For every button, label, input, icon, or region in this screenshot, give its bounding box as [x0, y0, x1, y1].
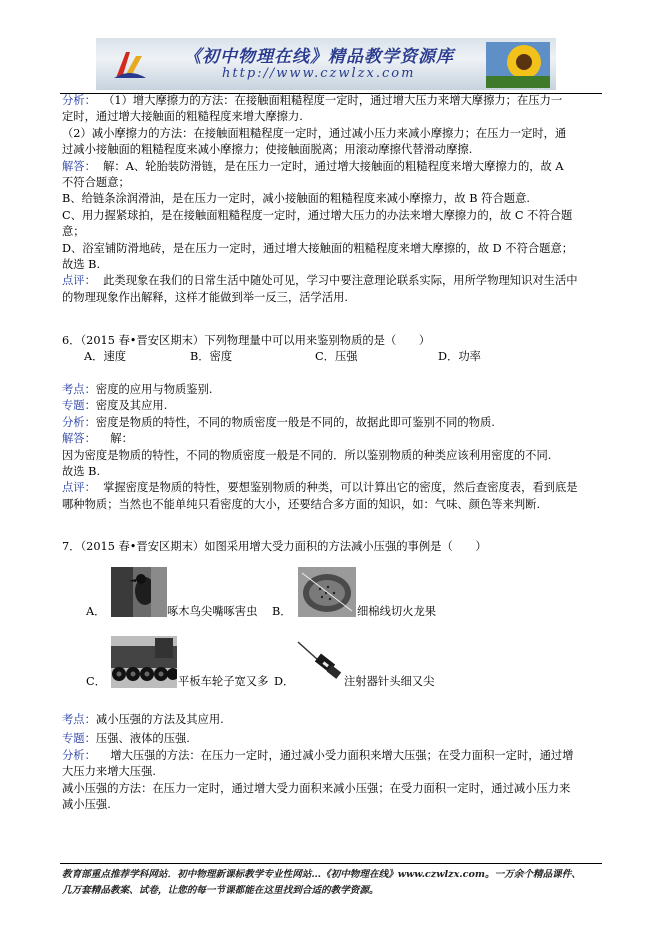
line-text: 哪种物质；当然也不能单纯只看密度的大小，还要结合多方面的知识，如：气味、颜色等来判断. [62, 497, 541, 511]
line-text: 密度是物质的特性，不同的物质密度一般是不同的，故据此即可鉴别不同的物质. [95, 415, 495, 429]
text-line [62, 415, 592, 431]
line-text: 增大压强的方法：在压力一定时，通过减小受力面积来增大压强；在受力面积一定时，通过增 [110, 748, 574, 762]
text-line [62, 224, 592, 240]
line-text: 解：A、轮胎装防滑链，是在压力一定时，通过增大接触面的粗糙程度来增大摩擦力的，故 A [103, 159, 564, 173]
option-b-text: 细棉线切火龙果 [357, 605, 437, 618]
line-text: 故选 B. [62, 258, 101, 272]
option-b-letter: B． [272, 605, 292, 618]
option-d-letter: D． [274, 675, 295, 688]
line-text: 意； [62, 225, 85, 239]
line-text: 解： [110, 432, 133, 446]
question-7 [62, 539, 592, 555]
sunflower-icon [486, 42, 550, 88]
text-line [62, 431, 592, 447]
banner-title: 《初中物理在线》精品教学资源库 [184, 47, 454, 67]
option-d-text: 注射器针头细又尖 [344, 675, 435, 688]
text-line [62, 731, 592, 747]
line-label: 考点： [62, 383, 96, 396]
text-line [62, 764, 592, 780]
line-label: 解答： [62, 432, 96, 446]
text-line [62, 109, 592, 125]
question-stem: 6．（2015 春•晋安区期末）下列物理量中可以用来鉴别物质的是（ ） [62, 334, 431, 347]
footer-line-2: 几万套精品教案、试卷，让您的每一节课都能在这里找到合适的教学资源。 [62, 885, 379, 896]
prev-analysis [62, 93, 592, 306]
text-line [62, 191, 592, 207]
option-c: C．压强 [315, 350, 358, 364]
text-line [62, 241, 592, 257]
line-text: 此类现象在我们的日常生活中随处可见，学习中要注意理论联系实际，用所学物理知识对生活中 [103, 274, 578, 288]
text-line [62, 712, 592, 728]
line-text: C、用力握紧球拍，是在接触面粗糙程度一定时，通过增大压力的办法来增大摩擦力的，故 C 不符合题 [62, 208, 573, 222]
line-text: 不符合题意； [62, 176, 130, 190]
question-6 [62, 333, 592, 366]
line-text: 掌握密度是物质的特性，要想鉴别物质的种类，可以计算出它的密度，然后查密度表，看到底是 [103, 481, 578, 495]
dragonfruit-photo [298, 567, 356, 617]
line-text: 减小压强. [62, 798, 111, 812]
text-line [62, 497, 592, 513]
text-line [62, 448, 592, 464]
text-line [62, 159, 592, 175]
line-text: 因为密度是物质的特性，不同的物质密度一般是不同的．所以鉴别物质的种类应该利用密度的不同. [62, 448, 552, 462]
site-logo-icon [110, 44, 150, 84]
line-text: 过减小接触面的粗糙程度来减小摩擦力；使接触面脱离；用滚动摩擦代替滑动摩擦. [62, 143, 473, 157]
option-b: B．密度 [190, 350, 233, 364]
page-footer [62, 867, 598, 899]
woodpecker-photo [111, 567, 167, 617]
text-line [62, 273, 592, 289]
line-text: （1）增大摩擦力的方法：在接触面粗糙程度一定时，通过增大压力来增大摩擦力；在压力一 [103, 94, 563, 107]
line-label: 点评： [62, 481, 96, 495]
line-text: 减小压强的方法及其应用. [95, 713, 224, 726]
footer-rule [60, 863, 602, 864]
line-text: D、浴室铺防滑地砖，是在压力一定时，通过增大接触面的粗糙程度来增大摩擦的，故 D 不符合题意； [62, 241, 574, 255]
text-line [62, 142, 592, 158]
text-line [62, 382, 592, 398]
line-text: 密度的应用与物质鉴别. [95, 383, 213, 396]
line-label: 分析： [62, 748, 96, 762]
text-line [62, 781, 592, 797]
footer-line-1: 教育部重点推荐学科网站．初中物理新课标教学专业性网站…《初中物理在线》www.czwlzx.com。一万余个精品课件、 [62, 869, 581, 880]
text-line [62, 398, 592, 414]
option-list [62, 349, 592, 366]
text-line [62, 797, 592, 813]
line-label: 分析： [62, 94, 96, 107]
question-stem: 7．（2015 春•晋安区期末）如图采用增大受力面积的方法减小压强的事例是（ ） [62, 540, 487, 553]
line-text: （2）减小摩擦力的方法：在接触面粗糙程度一定时，通过减小压力来减小摩擦力；在压力一定时，通 [62, 126, 567, 140]
line-text: 压强、液体的压强. [95, 732, 190, 746]
text-line [62, 175, 592, 191]
question-7-analysis [62, 712, 592, 813]
line-label: 解答： [62, 159, 96, 173]
line-label: 分析： [62, 415, 96, 429]
text-line [62, 93, 592, 109]
line-label: 专题： [62, 399, 96, 413]
option-a: A．速度 [84, 350, 127, 364]
option-a-text: 啄木鸟尖嘴啄害虫 [167, 605, 258, 618]
option-c-letter: C． [86, 675, 106, 688]
text-line [62, 290, 592, 306]
line-text: 大压力来增大压强. [62, 765, 156, 779]
line-text: B、给链条涂润滑油，是在压力一定时，减小接触面的粗糙程度来减小摩擦力，故 B 符合题意. [62, 192, 530, 206]
option-d: D．功率 [438, 350, 481, 364]
text-line [62, 208, 592, 224]
line-label: 考点： [62, 713, 96, 726]
option-c-text: 平板车轮子宽又多 [178, 675, 269, 688]
text-line [62, 257, 592, 273]
text-line [62, 480, 592, 496]
line-text: 故选 B. [62, 465, 101, 479]
header-banner [96, 38, 556, 90]
text-line [62, 464, 592, 480]
line-text: 定时，通过增大接触面的粗糙程度来增大摩擦力. [62, 110, 303, 124]
option-a-letter: A． [86, 605, 106, 618]
line-text: 密度及其应用. [95, 399, 168, 413]
banner-url[interactable]: http://www.czwlzx.com [222, 66, 416, 81]
line-text: 减小压强的方法：在压力一定时，通过增大受力面积来减小压强；在受力面积一定时，通过减小压力来 [62, 781, 571, 795]
line-label: 专题： [62, 732, 96, 746]
line-label: 点评： [62, 274, 96, 288]
question-6-analysis [62, 382, 592, 513]
syringe-photo [296, 636, 344, 686]
text-line [62, 748, 592, 764]
flatbed-truck-photo [111, 636, 177, 688]
text-line [62, 126, 592, 142]
line-text: 的物理现象作出解释，这样才能做到举一反三，活学活用. [62, 290, 349, 304]
